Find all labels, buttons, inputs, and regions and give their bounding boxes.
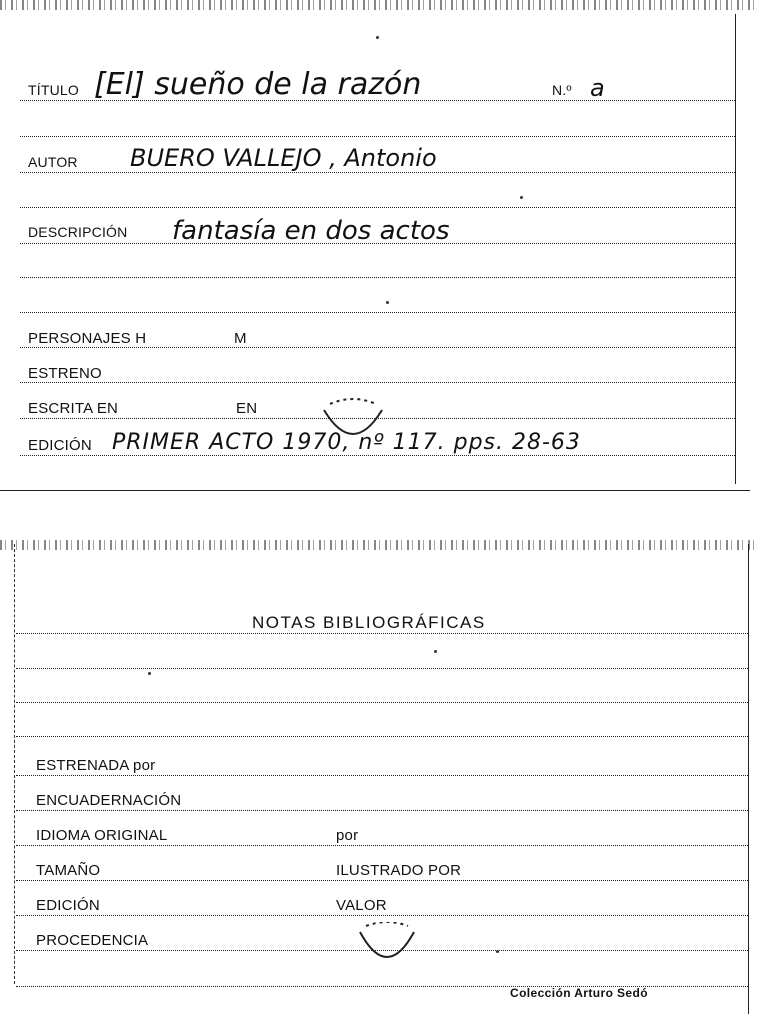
- rule-line: [16, 702, 748, 703]
- rule-line: [20, 277, 735, 278]
- rule-line: [16, 915, 748, 916]
- personajes-m-label: M: [234, 330, 247, 347]
- procedencia-label: PROCEDENCIA: [36, 932, 149, 949]
- idioma-por-label: por: [336, 827, 359, 844]
- titulo-value: [El] sueño de la razón: [94, 67, 422, 102]
- punch-hole: [352, 922, 422, 972]
- rule-line: [20, 347, 735, 348]
- estreno-label: ESTRENO: [28, 365, 102, 382]
- rule-line: [16, 633, 748, 634]
- rule-line: [20, 207, 735, 208]
- numero-value: a: [590, 74, 605, 102]
- edicion-label: EDICIÓN: [28, 437, 92, 454]
- descripcion-label: DESCRIPCIÓN: [28, 224, 128, 240]
- ilustrado-label: ILUSTRADO POR: [336, 862, 462, 879]
- rule-line: [16, 880, 748, 881]
- rule-line: [20, 136, 735, 137]
- collection-footer: Colección Arturo Sedó: [510, 986, 648, 1000]
- rule-line: [20, 312, 735, 313]
- card-top-edge: [0, 540, 759, 550]
- numero-label: N.º: [552, 82, 572, 98]
- paper-speck: [520, 196, 523, 199]
- encuadernacion-label: ENCUADERNACIÓN: [36, 792, 182, 809]
- notas-title: NOTAS BIBLIOGRÁFICAS: [252, 613, 486, 632]
- escrita-label: ESCRITA EN: [28, 400, 119, 417]
- paper-speck: [496, 950, 499, 953]
- escrita-en-label: EN: [236, 400, 258, 417]
- tamano-label: TAMAÑO: [36, 862, 101, 879]
- catalog-card-top: [0, 0, 759, 495]
- edicion-value: PRIMER ACTO 1970, nº 117. pps. 28-63: [112, 430, 581, 455]
- valor-label: VALOR: [336, 897, 387, 914]
- idioma-label: IDIOMA ORIGINAL: [36, 827, 168, 844]
- paper-speck: [434, 650, 437, 653]
- card-bottom-edge: [0, 490, 750, 491]
- rule-line: [16, 736, 748, 737]
- card-right-border: [748, 544, 749, 1014]
- card-right-border: [735, 14, 736, 484]
- paper-speck: [376, 36, 379, 39]
- rule-line: [16, 668, 748, 669]
- rule-line: [20, 455, 735, 456]
- estrenada-label: ESTRENADA por: [36, 757, 156, 774]
- edicion2-label: EDICIÓN: [36, 897, 100, 914]
- card-left-border: [14, 544, 15, 984]
- paper-speck: [386, 301, 389, 304]
- rule-line: [20, 172, 735, 173]
- catalog-card-bottom: [0, 530, 759, 1028]
- descripcion-value: fantasía en dos actos: [172, 216, 450, 246]
- rule-line: [16, 775, 748, 776]
- rule-line: [16, 845, 748, 846]
- rule-line: [16, 810, 748, 811]
- rule-line: [20, 382, 735, 383]
- card-top-edge: [0, 0, 759, 10]
- personajes-label: PERSONAJES H: [28, 330, 147, 347]
- autor-label: AUTOR: [28, 154, 78, 170]
- autor-value: BUERO VALLEJO , Antonio: [130, 144, 437, 172]
- titulo-label: TÍTULO: [28, 82, 79, 98]
- paper-speck: [148, 672, 151, 675]
